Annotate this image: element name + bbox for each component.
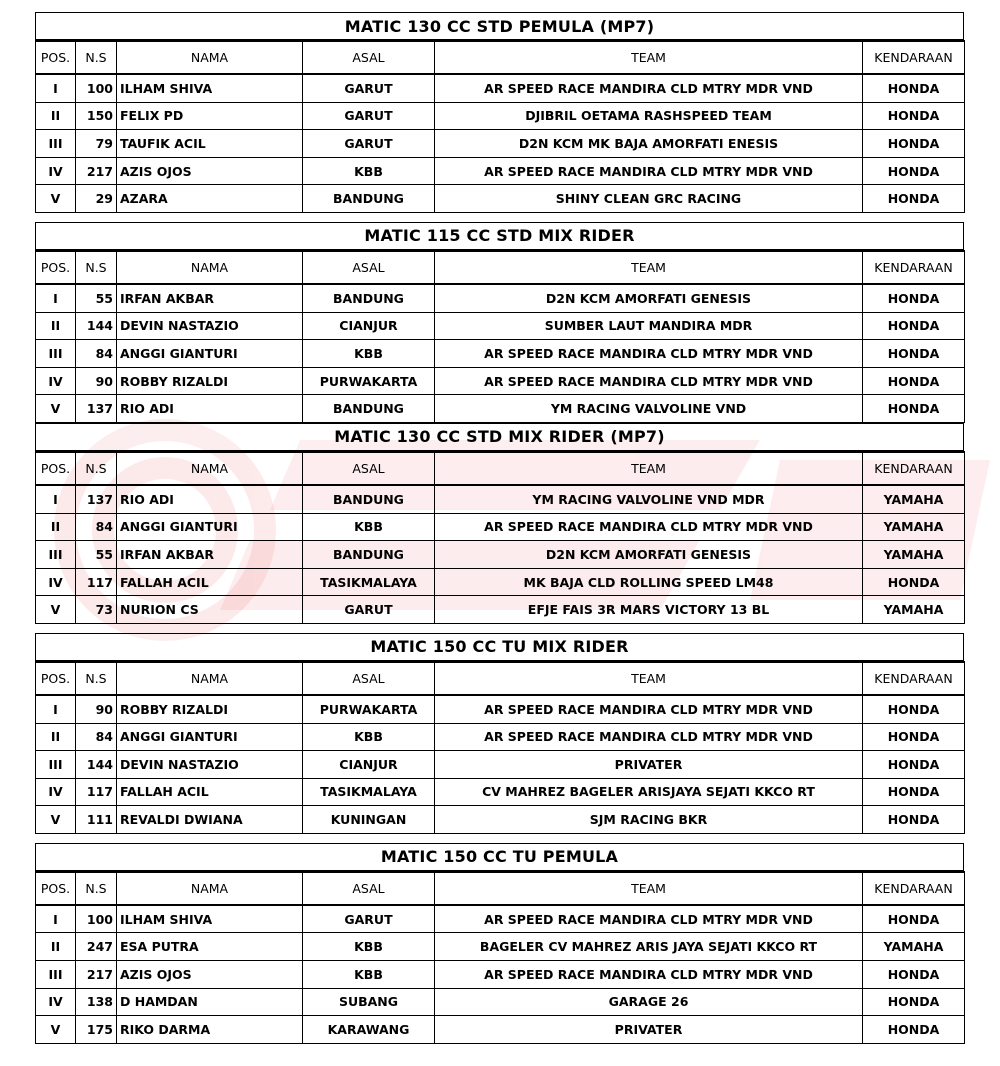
cell-asal: KBB [303, 340, 435, 368]
cell-kendaraan: HONDA [863, 130, 965, 158]
cell-pos: V [36, 395, 76, 423]
cell-team: PRIVATER [435, 1016, 863, 1044]
cell-kendaraan: YAMAHA [863, 541, 965, 569]
header-asal: ASAL [303, 251, 435, 284]
cell-nama: ANGGI GIANTURI [117, 340, 303, 368]
cell-kendaraan: HONDA [863, 312, 965, 340]
cell-team: GARAGE 26 [435, 988, 863, 1016]
cell-team: EFJE FAIS 3R MARS VICTORY 13 BL [435, 596, 863, 624]
cell-asal: CIANJUR [303, 312, 435, 340]
cell-kendaraan: HONDA [863, 185, 965, 213]
cell-team: AR SPEED RACE MANDIRA CLD MTRY MDR VND [435, 340, 863, 368]
cell-asal: KBB [303, 933, 435, 961]
header-asal: ASAL [303, 41, 435, 74]
table-header-row [36, 41, 965, 74]
cell-pos: II [36, 933, 76, 961]
results-section [35, 423, 964, 624]
table-row [36, 157, 965, 185]
table-row [36, 541, 965, 569]
table-row [36, 367, 965, 395]
results-section [35, 843, 964, 1044]
header-pos: POS. [36, 662, 76, 695]
cell-pos: IV [36, 157, 76, 185]
cell-nama: REVALDI DWIANA [117, 806, 303, 834]
cell-asal: TASIKMALAYA [303, 568, 435, 596]
cell-team: AR SPEED RACE MANDIRA CLD MTRY MDR VND [435, 723, 863, 751]
cell-kendaraan: HONDA [863, 961, 965, 989]
cell-kendaraan: HONDA [863, 367, 965, 395]
header-ns: N.S [76, 662, 117, 695]
cell-asal: KUNINGAN [303, 806, 435, 834]
cell-asal: BANDUNG [303, 485, 435, 513]
cell-asal: KBB [303, 157, 435, 185]
cell-pos: I [36, 485, 76, 513]
cell-team: PRIVATER [435, 751, 863, 779]
cell-team: AR SPEED RACE MANDIRA CLD MTRY MDR VND [435, 367, 863, 395]
cell-nama: AZARA [117, 185, 303, 213]
cell-pos: IV [36, 367, 76, 395]
table-row [36, 695, 965, 723]
header-asal: ASAL [303, 872, 435, 905]
header-asal: ASAL [303, 662, 435, 695]
cell-team: CV MAHREZ BAGELER ARISJAYA SEJATI KKCO RT [435, 778, 863, 806]
table-row [36, 596, 965, 624]
header-nama: NAMA [117, 452, 303, 485]
cell-ns: 138 [76, 988, 117, 1016]
cell-nama: DEVIN NASTAZIO [117, 312, 303, 340]
results-table [35, 250, 965, 423]
cell-asal: BANDUNG [303, 395, 435, 423]
cell-ns: 55 [76, 284, 117, 312]
table-row [36, 395, 965, 423]
header-kendaraan: KENDARAAN [863, 662, 965, 695]
cell-kendaraan: HONDA [863, 1016, 965, 1044]
cell-ns: 137 [76, 485, 117, 513]
cell-ns: 217 [76, 961, 117, 989]
cell-ns: 175 [76, 1016, 117, 1044]
table-row [36, 751, 965, 779]
cell-kendaraan: HONDA [863, 806, 965, 834]
cell-pos: IV [36, 568, 76, 596]
cell-ns: 84 [76, 723, 117, 751]
cell-ns: 84 [76, 513, 117, 541]
section-title: MATIC 130 CC STD MIX RIDER (MP7) [35, 423, 964, 451]
cell-kendaraan: HONDA [863, 988, 965, 1016]
cell-team: AR SPEED RACE MANDIRA CLD MTRY MDR VND [435, 905, 863, 933]
cell-nama: ROBBY RIZALDI [117, 367, 303, 395]
cell-ns: 150 [76, 102, 117, 130]
cell-nama: IRFAN AKBAR [117, 541, 303, 569]
table-header-row [36, 251, 965, 284]
cell-nama: NURION CS [117, 596, 303, 624]
table-row [36, 723, 965, 751]
cell-pos: IV [36, 988, 76, 1016]
cell-nama: FALLAH ACIL [117, 568, 303, 596]
table-row [36, 284, 965, 312]
header-team: TEAM [435, 452, 863, 485]
cell-kendaraan: HONDA [863, 74, 965, 102]
table-row [36, 988, 965, 1016]
table-row [36, 102, 965, 130]
cell-pos: II [36, 723, 76, 751]
cell-nama: RIKO DARMA [117, 1016, 303, 1044]
table-row [36, 485, 965, 513]
header-nama: NAMA [117, 251, 303, 284]
cell-pos: III [36, 541, 76, 569]
cell-nama: TAUFIK ACIL [117, 130, 303, 158]
cell-pos: II [36, 102, 76, 130]
header-pos: POS. [36, 251, 76, 284]
cell-kendaraan: HONDA [863, 102, 965, 130]
cell-ns: 84 [76, 340, 117, 368]
cell-asal: PURWAKARTA [303, 695, 435, 723]
cell-pos: V [36, 596, 76, 624]
header-team: TEAM [435, 251, 863, 284]
cell-pos: I [36, 695, 76, 723]
cell-ns: 137 [76, 395, 117, 423]
header-ns: N.S [76, 452, 117, 485]
cell-pos: II [36, 513, 76, 541]
results-table [35, 871, 965, 1044]
cell-nama: DEVIN NASTAZIO [117, 751, 303, 779]
cell-team: YM RACING VALVOLINE VND [435, 395, 863, 423]
table-row [36, 74, 965, 102]
header-nama: NAMA [117, 662, 303, 695]
cell-nama: RIO ADI [117, 395, 303, 423]
cell-team: AR SPEED RACE MANDIRA CLD MTRY MDR VND [435, 513, 863, 541]
cell-pos: IV [36, 778, 76, 806]
results-document [35, 12, 964, 1044]
cell-asal: BANDUNG [303, 284, 435, 312]
section-title: MATIC 115 CC STD MIX RIDER [35, 222, 964, 250]
header-nama: NAMA [117, 872, 303, 905]
results-section [35, 222, 964, 423]
cell-kendaraan: YAMAHA [863, 933, 965, 961]
cell-asal: KBB [303, 513, 435, 541]
cell-pos: V [36, 806, 76, 834]
results-section [35, 12, 964, 213]
cell-kendaraan: HONDA [863, 695, 965, 723]
cell-kendaraan: HONDA [863, 340, 965, 368]
results-table [35, 451, 965, 624]
cell-pos: II [36, 312, 76, 340]
cell-ns: 144 [76, 751, 117, 779]
cell-team: D2N KCM AMORFATI GENESIS [435, 284, 863, 312]
cell-ns: 217 [76, 157, 117, 185]
header-kendaraan: KENDARAAN [863, 251, 965, 284]
cell-nama: ILHAM SHIVA [117, 905, 303, 933]
cell-asal: TASIKMALAYA [303, 778, 435, 806]
table-row [36, 806, 965, 834]
table-row [36, 185, 965, 213]
header-pos: POS. [36, 872, 76, 905]
cell-nama: IRFAN AKBAR [117, 284, 303, 312]
cell-nama: AZIS OJOS [117, 157, 303, 185]
cell-team: YM RACING VALVOLINE VND MDR [435, 485, 863, 513]
cell-ns: 247 [76, 933, 117, 961]
cell-asal: BANDUNG [303, 541, 435, 569]
cell-kendaraan: HONDA [863, 723, 965, 751]
cell-nama: ESA PUTRA [117, 933, 303, 961]
cell-nama: ANGGI GIANTURI [117, 513, 303, 541]
cell-team: D2N KCM AMORFATI GENESIS [435, 541, 863, 569]
cell-pos: I [36, 284, 76, 312]
table-row [36, 1016, 965, 1044]
cell-kendaraan: YAMAHA [863, 485, 965, 513]
header-ns: N.S [76, 872, 117, 905]
results-section [35, 633, 964, 834]
results-table [35, 40, 965, 213]
cell-ns: 90 [76, 695, 117, 723]
cell-ns: 117 [76, 778, 117, 806]
cell-kendaraan: HONDA [863, 157, 965, 185]
table-header-row [36, 872, 965, 905]
section-title: MATIC 150 CC TU PEMULA [35, 843, 964, 871]
cell-pos: I [36, 905, 76, 933]
cell-team: DJIBRIL OETAMA RASHSPEED TEAM [435, 102, 863, 130]
cell-team: SUMBER LAUT MANDIRA MDR [435, 312, 863, 340]
cell-nama: FELIX PD [117, 102, 303, 130]
cell-ns: 73 [76, 596, 117, 624]
header-team: TEAM [435, 872, 863, 905]
cell-asal: SUBANG [303, 988, 435, 1016]
cell-asal: GARUT [303, 596, 435, 624]
cell-kendaraan: HONDA [863, 751, 965, 779]
cell-team: MK BAJA CLD ROLLING SPEED LM48 [435, 568, 863, 596]
cell-asal: CIANJUR [303, 751, 435, 779]
cell-nama: ANGGI GIANTURI [117, 723, 303, 751]
header-kendaraan: KENDARAAN [863, 872, 965, 905]
section-title: MATIC 150 CC TU MIX RIDER [35, 633, 964, 661]
header-ns: N.S [76, 41, 117, 74]
table-row [36, 933, 965, 961]
cell-ns: 90 [76, 367, 117, 395]
header-nama: NAMA [117, 41, 303, 74]
section-title: MATIC 130 CC STD PEMULA (MP7) [35, 12, 964, 40]
header-pos: POS. [36, 41, 76, 74]
table-row [36, 568, 965, 596]
cell-asal: KARAWANG [303, 1016, 435, 1044]
cell-pos: III [36, 961, 76, 989]
cell-team: AR SPEED RACE MANDIRA CLD MTRY MDR VND [435, 961, 863, 989]
table-row [36, 778, 965, 806]
header-kendaraan: KENDARAAN [863, 41, 965, 74]
cell-nama: AZIS OJOS [117, 961, 303, 989]
cell-team: AR SPEED RACE MANDIRA CLD MTRY MDR VND [435, 74, 863, 102]
table-row [36, 961, 965, 989]
table-row [36, 340, 965, 368]
table-row [36, 905, 965, 933]
cell-kendaraan: HONDA [863, 568, 965, 596]
cell-pos: V [36, 1016, 76, 1044]
cell-ns: 29 [76, 185, 117, 213]
cell-ns: 100 [76, 905, 117, 933]
table-header-row [36, 662, 965, 695]
cell-team: AR SPEED RACE MANDIRA CLD MTRY MDR VND [435, 695, 863, 723]
cell-asal: KBB [303, 723, 435, 751]
cell-kendaraan: HONDA [863, 284, 965, 312]
cell-kendaraan: YAMAHA [863, 596, 965, 624]
cell-asal: KBB [303, 961, 435, 989]
cell-asal: GARUT [303, 130, 435, 158]
table-row [36, 513, 965, 541]
cell-ns: 111 [76, 806, 117, 834]
header-ns: N.S [76, 251, 117, 284]
cell-kendaraan: HONDA [863, 778, 965, 806]
header-asal: ASAL [303, 452, 435, 485]
cell-asal: BANDUNG [303, 185, 435, 213]
cell-kendaraan: YAMAHA [863, 513, 965, 541]
cell-ns: 117 [76, 568, 117, 596]
cell-ns: 55 [76, 541, 117, 569]
cell-asal: PURWAKARTA [303, 367, 435, 395]
cell-team: SJM RACING BKR [435, 806, 863, 834]
cell-pos: III [36, 340, 76, 368]
cell-nama: FALLAH ACIL [117, 778, 303, 806]
cell-pos: III [36, 751, 76, 779]
header-pos: POS. [36, 452, 76, 485]
results-table [35, 661, 965, 834]
cell-pos: V [36, 185, 76, 213]
table-row [36, 312, 965, 340]
cell-team: AR SPEED RACE MANDIRA CLD MTRY MDR VND [435, 157, 863, 185]
cell-nama: RIO ADI [117, 485, 303, 513]
header-kendaraan: KENDARAAN [863, 452, 965, 485]
table-row [36, 130, 965, 158]
cell-team: SHINY CLEAN GRC RACING [435, 185, 863, 213]
cell-nama: ROBBY RIZALDI [117, 695, 303, 723]
cell-asal: GARUT [303, 74, 435, 102]
cell-kendaraan: HONDA [863, 395, 965, 423]
cell-ns: 79 [76, 130, 117, 158]
header-team: TEAM [435, 41, 863, 74]
cell-kendaraan: HONDA [863, 905, 965, 933]
cell-ns: 144 [76, 312, 117, 340]
cell-asal: GARUT [303, 102, 435, 130]
cell-team: BAGELER CV MAHREZ ARIS JAYA SEJATI KKCO RT [435, 933, 863, 961]
cell-nama: D HAMDAN [117, 988, 303, 1016]
cell-ns: 100 [76, 74, 117, 102]
cell-pos: I [36, 74, 76, 102]
cell-nama: ILHAM SHIVA [117, 74, 303, 102]
cell-asal: GARUT [303, 905, 435, 933]
cell-team: D2N KCM MK BAJA AMORFATI ENESIS [435, 130, 863, 158]
table-header-row [36, 452, 965, 485]
cell-pos: III [36, 130, 76, 158]
header-team: TEAM [435, 662, 863, 695]
